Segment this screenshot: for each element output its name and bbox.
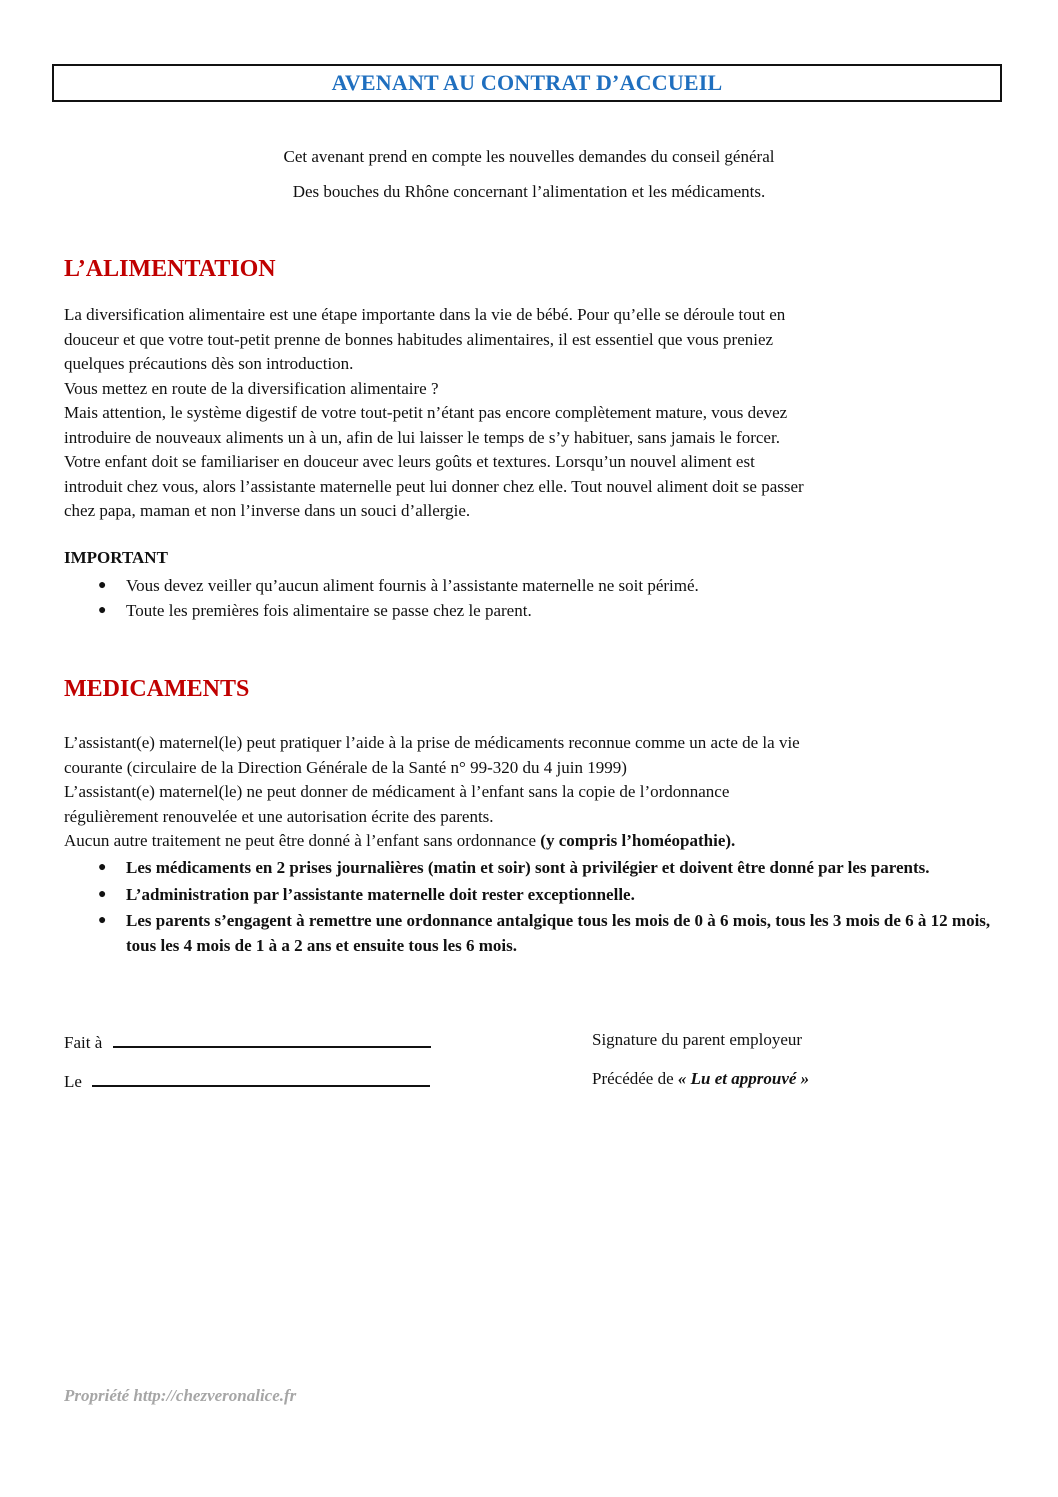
le-row: [64, 1069, 430, 1092]
alimentation-paragraph: [64, 303, 1004, 524]
bullet-icon: ●: [98, 602, 107, 618]
medicaments-line: L’assistant(e) maternel(le) peut pratiquer l’aide à la prise de médicaments reconnue comme un acte de la vie: [64, 733, 800, 752]
list-item-text: Les médicaments en 2 prises journalières (matin et soir) sont à privilégier et doivent être donné par les parents.: [126, 858, 930, 877]
le-label: Le: [64, 1072, 82, 1091]
alimentation-line: chez papa, maman et non l’inverse dans un souci d’allergie.: [64, 501, 471, 520]
alimentation-line: introduire de nouveaux aliments un à un, afin de lui laisser le temps de s’y habituer, sans jamais le forcer.: [64, 427, 780, 447]
lu-et-approuve: « Lu et approuvé »: [677, 1069, 810, 1088]
alimentation-line: La diversification alimentaire est une étape importante dans la vie de bébé. Pour qu’elle se déroule tout en: [64, 305, 786, 324]
list-item-text: Toute les premières fois alimentaire se passe chez le parent.: [126, 600, 532, 620]
medicaments-line: régulièrement renouvelée et une autorisation écrite des parents.: [64, 806, 494, 826]
alimentation-line: introduit chez vous, alors l’assistante maternelle peut lui donner chez elle. Tout nouvel aliment doit se passer: [64, 476, 804, 496]
medicaments-line-plain: Aucun autre traitement ne peut être donné à l’enfant sans ordonnance: [64, 831, 541, 850]
medicaments-line-bold: (y compris l’homéopathie).: [540, 831, 736, 850]
intro-line-2: Des bouches du Rhône concernant l’alimentation et les médicaments.: [292, 182, 766, 201]
list-item: [96, 574, 996, 599]
list-item: [96, 856, 996, 881]
title-box: [52, 64, 1002, 102]
list-item: [96, 883, 996, 908]
medicaments-bullet-list: [96, 856, 996, 960]
alimentation-line: Mais attention, le système digestif de votre tout-petit n’étant pas encore complètement mature, vous devez: [64, 403, 788, 422]
intro-line-1: Cet avenant prend en compte les nouvelles demandes du conseil général: [283, 147, 775, 166]
list-item: [96, 909, 996, 958]
alimentation-line: Votre enfant doit se familiariser en douceur avec leurs goûts et textures. Lorsqu’un nouvel aliment est: [64, 452, 755, 471]
document-title: AVENANT AU CONTRAT D’ACCUEIL: [331, 70, 723, 95]
alimentation-line: douceur et que votre tout-petit prenne de bonnes habitudes alimentaires, il est essentiel que vous preniez: [64, 329, 774, 349]
alimentation-line: quelques précautions dès son introduction.: [64, 354, 354, 373]
bullet-icon: ●: [98, 913, 107, 928]
fait-a-label: Fait à: [64, 1033, 103, 1052]
le-line[interactable]: [92, 1069, 430, 1087]
fait-a-row: [64, 1030, 431, 1053]
medicaments-paragraph: [64, 731, 1004, 854]
list-item: [96, 599, 996, 624]
list-item-text: L’administration par l’assistante maternelle doit rester exceptionnelle.: [126, 884, 635, 904]
bullet-icon: ●: [98, 886, 107, 902]
fait-a-line[interactable]: [113, 1030, 431, 1048]
alimentation-bullet-list: [96, 574, 996, 623]
precede-label: Précédée de: [592, 1069, 674, 1088]
precede-row: [592, 1069, 809, 1089]
medicaments-line: L’assistant(e) maternel(le) ne peut donner de médicament à l’enfant sans la copie de l’ordonnance: [64, 782, 730, 801]
bullet-icon: ●: [98, 578, 107, 593]
footer-property: Propriété http://chezveronalice.fr: [64, 1386, 297, 1405]
list-item-text: Les parents s’engagent à remettre une ordonnance antalgique tous les mois de 0 à 6 mois, tous les 3 mois de 6 à 12 mois, tous les 4 mois de 1 à a 2 ans et ensuite tous les 6 mois.: [126, 911, 991, 955]
alimentation-heading: L’ALIMENTATION: [64, 256, 276, 282]
signature-parent-label: Signature du parent employeur: [592, 1030, 803, 1049]
important-label: IMPORTANT: [64, 548, 168, 567]
medicaments-heading: MEDICAMENTS: [64, 676, 250, 702]
bullet-icon: ●: [98, 860, 107, 875]
list-item-text: Vous devez veiller qu’aucun aliment fournis à l’assistante maternelle ne soit périmé.: [126, 576, 699, 595]
alimentation-line: Vous mettez en route de la diversification alimentaire ?: [64, 378, 439, 398]
medicaments-line: [64, 829, 1004, 854]
medicaments-line: courante (circulaire de la Direction Générale de la Santé n° 99-320 du 4 juin 1999): [64, 757, 627, 777]
